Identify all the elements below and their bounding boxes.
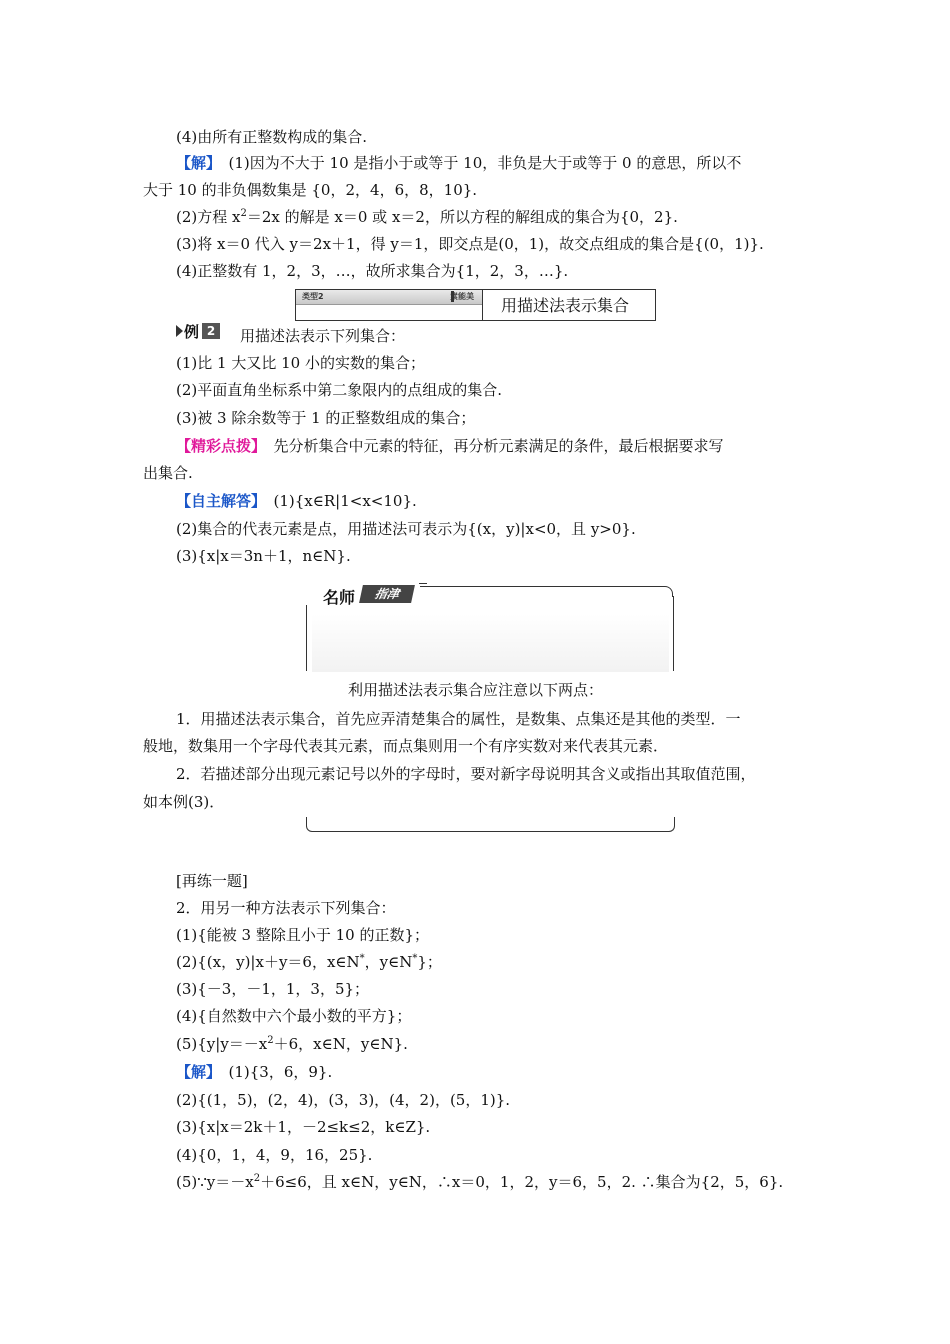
answer-line (176, 491, 417, 511)
practice-prompt: 2．用另一种方法表示下列集合： (176, 899, 396, 917)
solution-text: (1)因为不大于 10 是指小于或等于 10，非负是大于或等于 0 的意思，所以不 (213, 154, 742, 172)
question-line: (1)比 1 大又比 10 小的实数的集合； (176, 354, 425, 372)
solution-line (176, 153, 741, 173)
note-paragraph: 如本例(3)． (143, 793, 225, 811)
note-header (306, 583, 419, 605)
hint-text: 先分析集合中元素的特征，再分析元素满足的条件，最后根据要求写 (258, 437, 724, 455)
note-title: 利用描述法表示集合应注意以下两点： (348, 681, 604, 699)
example-prompt: 用描述法表示下列集合： (240, 327, 406, 345)
example-badge (176, 321, 224, 341)
text-part: ，y∈N (364, 953, 413, 971)
practice-question (176, 952, 442, 972)
note-frame-top (420, 586, 673, 597)
text-line: (4)由所有正整数构成的集合. (176, 128, 368, 146)
practice-question (176, 1034, 408, 1054)
hint-tag: 【精彩点拨】 (176, 437, 259, 455)
solution-tag: 【解】 (176, 154, 214, 172)
example-word: 例 (184, 323, 200, 341)
practice-question: (3){－3，－1，1，3，5}； (176, 980, 370, 998)
superscript: 2 (240, 208, 247, 219)
practice-question: (1){能被 3 整除且小于 10 的正数}； (176, 926, 430, 944)
type-label-bar (296, 290, 483, 305)
question-line: (2)平面直角坐标系中第二象限内的点组成的集合. (176, 381, 503, 399)
text-part: (5)∵y＝－x (176, 1173, 254, 1191)
practice-answer: (2){(1，5)，(2，4)，(3，3)，(4，2)，(5，1)}. (176, 1091, 511, 1109)
note-shade (312, 614, 669, 672)
section-type-header (295, 289, 656, 321)
note-paragraph: 2．若描述部分出现元素记号以外的字母时，要对新字母说明其含义或指出其取值范围， (176, 765, 756, 783)
answer-line: (3){x|x＝3n＋1，n∈N}. (176, 547, 351, 565)
text-part: }； (417, 953, 442, 971)
example-number: 2 (202, 323, 220, 339)
superscript: * (359, 953, 365, 964)
practice-answer (176, 1062, 332, 1082)
question-line: (3)被 3 除余数等于 1 的正整数组成的集合； (176, 409, 476, 427)
note-frame-right (673, 596, 674, 671)
superscript: 2 (267, 1035, 274, 1046)
hint-line (176, 436, 724, 456)
text-line: 出集合. (143, 464, 193, 482)
note-header-label: 名师 (323, 588, 356, 607)
superscript: * (412, 953, 418, 964)
practice-answer: (3){x|x＝2k＋1，－2≤k≤2，k∈Z}. (176, 1118, 431, 1136)
text-part: (2){(x，y)|x＋y＝6，x∈N (176, 953, 360, 971)
practice-heading: [再练一题] (176, 872, 248, 890)
section-title: 用描述法表示集合 (501, 296, 630, 315)
divider (482, 290, 483, 320)
text-line: (3)将 x＝0 代入 y＝2x＋1，得 y＝1，即交点是(0，1)，故交点组成的集合是{(0，1)}. (176, 235, 764, 253)
note-header-badge: 指津 (359, 585, 415, 603)
text-part: (5){y|y＝－x (176, 1035, 268, 1053)
solution-tag: 【解】 (176, 1063, 214, 1081)
note-frame-bottom (306, 817, 675, 832)
note-frame-left (306, 605, 307, 671)
note-paragraph: 般地，数集用一个字母代表其元素，而点集则用一个有序实数对来代表其元素． (143, 737, 669, 755)
practice-answer (176, 1172, 783, 1192)
practice-answer: (4){0，1，4，9，16，25}. (176, 1146, 373, 1164)
answer-text: (1){3，6，9}. (213, 1063, 333, 1081)
text-line: (4)正整数有 1，2，3，…，故所求集合为{1，2，3，…}. (176, 262, 569, 280)
type-label: 类型2 (302, 292, 324, 301)
text-part: ＋6≤6，且 x∈N，y∈N，∴x＝0，1，2，y＝6，5，2. ∴集合为{2，5，6}. (260, 1173, 784, 1191)
note-paragraph: 1．用描述法表示集合，首先应弄清楚集合的属性，是数集、点集还是其他的类型．一 (176, 710, 741, 728)
answer-tag: 【自主解答】 (176, 492, 259, 510)
text-line (176, 207, 678, 227)
practice-question: (4){自然数中六个最小数的平方}； (176, 1007, 412, 1025)
text-part: ＋6，x∈N，y∈N}. (273, 1035, 408, 1053)
type-sub-label: 素能美 (450, 292, 474, 301)
text-part: (2)方程 x (176, 208, 241, 226)
text-line: 大于 10 的非负偶数集是 {0，2，4，6，8，10}. (143, 181, 478, 199)
superscript: 2 (253, 1173, 261, 1184)
answer-text: (1){x∈R|1<x<10}. (258, 492, 417, 510)
text-part: ＝2x 的解是 x＝0 或 x＝2，所以方程的解组成的集合为{0，2}. (246, 208, 678, 226)
answer-line: (2)集合的代表元素是点，用描述法可表示为{(x，y)|x<0，且 y>0}. (176, 520, 636, 538)
arrow-icon (176, 325, 183, 337)
